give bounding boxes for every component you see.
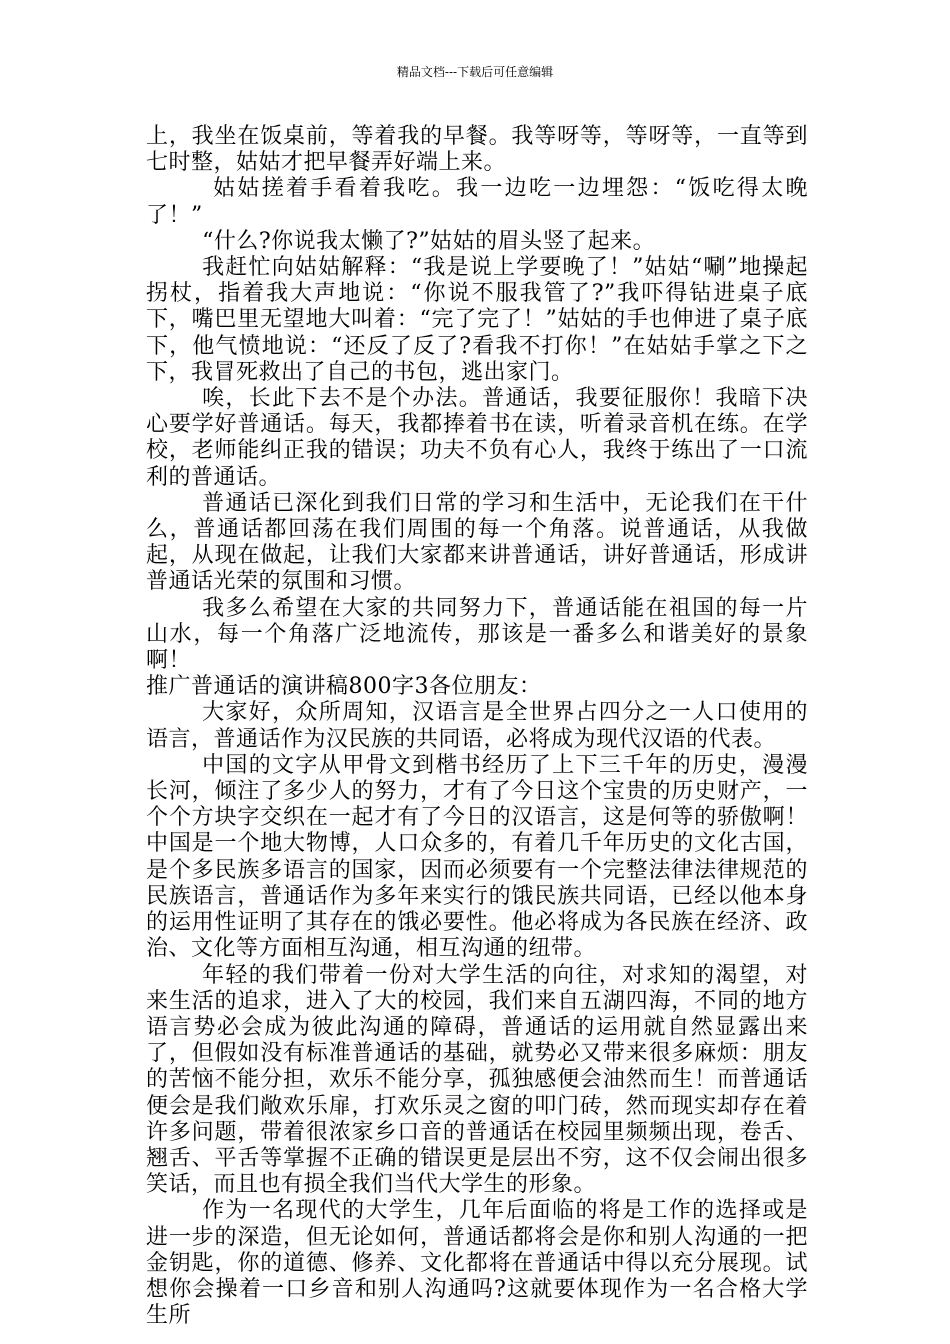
page-header: 精品文档---下载后可任意编辑 [396, 65, 554, 79]
paragraph: 唉，长此下去不是个办法。普通话，我要征服你！我暗下决心要学好普通话。每天，我都捧着书在读，听着录音机在练。在学校，老师能纠正我的错误；功夫不负有心人，我终于练出了一口流利的普通话。 [146, 386, 808, 490]
paragraph: 普通话已深化到我们日常的学习和生活中，无论我们在干什么，普通话都回荡在我们周围的每一个角落。说普通话，从我做起，从现在做起，让我们大家都来讲普通话，讲好普通话，形成讲普通话光荣的氛围和习惯。 [146, 490, 808, 595]
paragraph: 中国的文字从甲骨文到楷书经历了上下三千年的历史，漫漫长河，倾注了多少人的努力，才有了今日这个宝贵的历史财产，一个个方块字交织在一起才有了今日的汉语言，这是何等的骄傲啊！中国是一个地大物博，人口众多的，有着几千年历史的文化古国，是个多民族多语言的国家，因而必须要有一个完整法律法律规范的民族语言，普通话作为多年来实行的饿民族共同语，已经以他本身的运用性证明了其存在的饿必要性。他必将成为各民族在经济、政治、文化等方面相互沟通，相互沟通的纽带。 [146, 752, 808, 962]
paragraph: “什么?你说我太懒了?”姑姑的眉头竖了起来。 [202, 228, 656, 254]
paragraph: 上，我坐在饭桌前，等着我的早餐。我等呀等，等呀等，一直等到七时整，姑姑才把早餐弄好端上来。 [146, 124, 808, 176]
paragraph: 我赶忙向姑姑解释：“我是说上学要晚了！”姑姑“唰”地操起拐杖，指着我大声地说：“你说不服我管了?”我吓得钻进桌子底下，嘴巴里无望地大叫着：“完了完了！”姑姑的手也伸进了桌子底下，他气愤地说：“还反了反了?看我不打你！”在姑姑手掌之下之下，我冒死救出了自己的书包，逃出家门。 [146, 255, 808, 385]
document-body [146, 124, 808, 1329]
paragraph: 作为一名现代的大学生，几年后面临的将是工作的选择或是进一步的深造，但无论如何，普通话都将会是你和别人沟通的一把金钥匙，你的道德、修养、文化都将在普通话中得以充分展现。试想你会操着一口乡音和别人沟通吗?这就要体现作为一名合格大学生所 [146, 1198, 808, 1329]
paragraph: 我多么希望在大家的共同努力下，普通话能在祖国的每一片山水，每一个角落广泛地流传，那该是一番多么和谐美好的景象啊！ [146, 595, 808, 674]
paragraph: 大家好，众所周知，汉语言是全世界占四分之一人口使用的语言，普通话作为汉民族的共同语，必将成为现代汉语的代表。 [146, 700, 808, 752]
paragraph: 年轻的我们带着一份对大学生活的向往，对求知的渴望，对来生活的追求，进入了大的校园，我们来自五湖四海，不同的地方语言势必会成为彼此沟通的障碍，普通话的运用就自然显露出来了，但假如没有标准普通话的基础，就势必又带来很多麻烦：朋友的苦恼不能分担，欢乐不能分享，孤独感便会油然而生！而普通话便会是我们敞欢乐扉，打欢乐灵之窗的叩门砖，然而现实却存在着许多问题，带着很浓家乡口音的普通话在校园里频频出现，卷舌、翘舌、平舌等掌握不正确的错误更是层出不穷，这不仅会闹出很多笑话，而且也有损全我们当代大学生的形象。 [146, 962, 808, 1198]
section-heading-line: 推广普通话的演讲稿800字3各位朋友： [146, 674, 542, 700]
paragraph: 姑姑搓着手看着我吃。我一边吃一边埋怨：“饭吃得太晚了！” [146, 176, 808, 228]
